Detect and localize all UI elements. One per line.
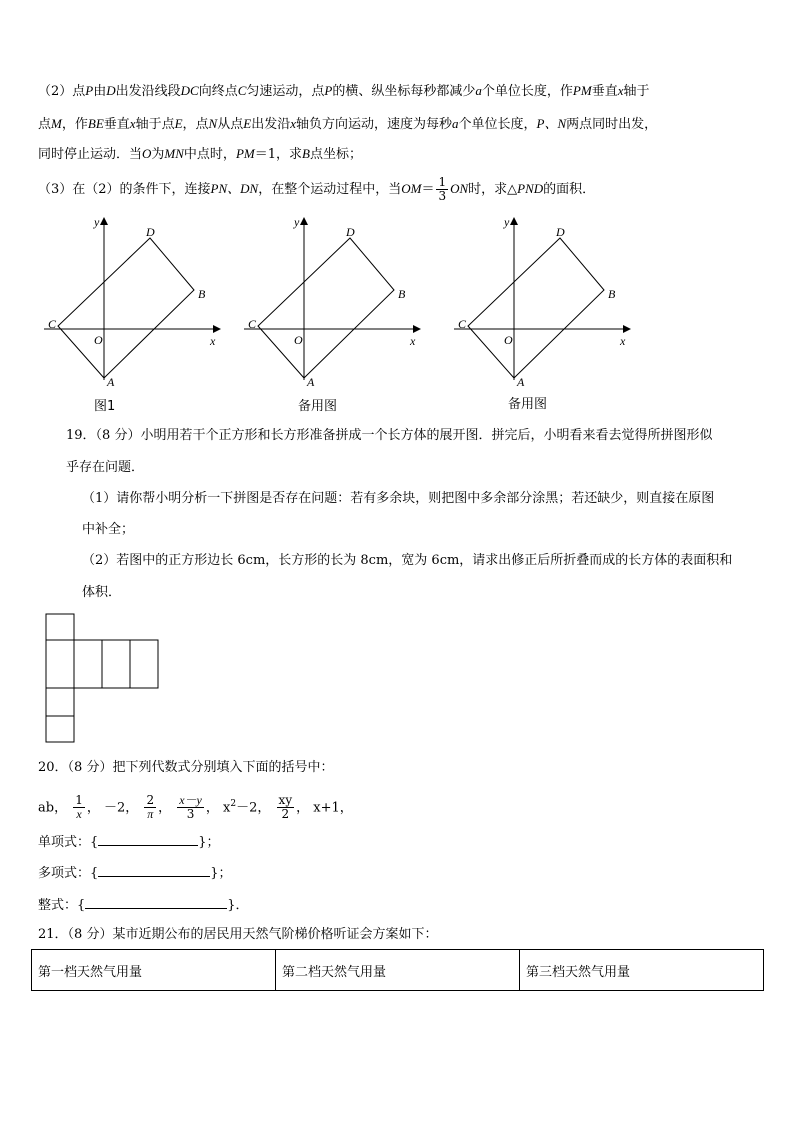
fraction-2-over-pi: $\frac{2}{\pi}$ — [146, 793, 155, 822]
table-header-cell: 第一档天然气用量 — [32, 950, 276, 991]
net-rect-left — [46, 640, 74, 688]
q18-part2-line2: 点M，作BE垂直x轴于点E，点N从点E出发沿x轴负方向运动，速度为每秒a个单位长度，P、N两点同时出发， — [38, 116, 658, 132]
svg-text:C: C — [458, 317, 467, 331]
svg-text:备用图: 备用图 — [508, 397, 548, 412]
svg-text:备用图: 备用图 — [298, 399, 338, 414]
coordinate-figure-1 — [38, 212, 238, 412]
q20-monomial-line: 单项式：{ }； — [38, 835, 220, 850]
q18-part2-line3: 同时停止运动．当O为MN中点时，PM＝1，求B点坐标； — [38, 146, 362, 162]
svg-text:y: y — [294, 215, 300, 229]
q19-part1-cont: 中补全； — [82, 522, 135, 537]
monomial-answer-blank[interactable] — [98, 833, 198, 846]
q19-part1: （1）请你帮小明分析一下拼图是否存在问题：若有多余块，则把图中多余部分涂黑；若还缺少，则直接在原图 — [82, 491, 715, 506]
q20-integral-line: 整式：{ }． — [38, 898, 249, 913]
net-rect-below — [46, 688, 74, 716]
svg-text:A: A — [107, 375, 115, 389]
q18-part2-line1: （2）点P由D出发沿线段DC向终点C匀速运动，点P的横、纵坐标每秒都减少a个单位长度，作PM垂直x轴于 — [38, 83, 650, 99]
svg-text:C: C — [248, 317, 257, 331]
svg-text:C: C — [48, 317, 57, 331]
svg-text:B: B — [608, 287, 616, 301]
net-square-bottom — [46, 716, 74, 742]
svg-text:A: A — [517, 375, 525, 389]
table-header-cell: 第二档天然气用量 — [276, 950, 520, 991]
svg-text:O: O — [504, 333, 513, 347]
coordinate-figure-2 — [238, 212, 438, 412]
integral-expression-answer-blank[interactable] — [85, 896, 227, 909]
q19-title-cont: 乎存在问题． — [66, 460, 145, 475]
q19-part2-cont: 体积． — [82, 585, 122, 600]
net-square-middle — [74, 640, 102, 688]
q19-title: 19．（8 分）小明用若干个正方形和长方形准备拼成一个长方体的展开图．拼完后，小明看来看去觉得所拼图形似 — [66, 428, 713, 443]
svg-text:B: B — [198, 287, 206, 301]
svg-text:O: O — [94, 333, 103, 347]
rectangle-abdc — [58, 238, 194, 378]
fraction-1-over-x: $\frac{1}{x}$ — [75, 793, 83, 822]
svg-text:图1: 图1 — [94, 399, 116, 414]
q21-title: 21．（8 分）某市近期公布的居民用天然气阶梯价格听证会方案如下： — [38, 927, 438, 942]
svg-text:y: y — [94, 215, 100, 229]
rectangle-abdc — [258, 238, 394, 378]
rectangle-abdc — [468, 238, 604, 378]
net-square-right — [130, 640, 158, 688]
table-header-row — [32, 950, 764, 991]
net-square-top — [46, 614, 74, 640]
q20-expressions: ab， $\frac{1}{x}$ ， －2， $\frac{2}{\pi}$ ， $\frac{x-y}{3}$ ， $x^2-2$， $\frac{xy}{2}$ ， x+1， — [38, 793, 353, 822]
svg-text:A: A — [307, 375, 315, 389]
polynomial-answer-blank[interactable] — [98, 864, 210, 877]
fraction-one-third: $\frac{1}{3}$ — [438, 175, 447, 203]
svg-text:D: D — [146, 225, 155, 239]
q20-polynomial-line: 多项式：{ }； — [38, 866, 232, 881]
svg-text:O: O — [294, 333, 303, 347]
svg-text:D: D — [556, 225, 565, 239]
fraction-x-minus-y-over-3: $\frac{x-y}{3}$ — [179, 793, 202, 822]
svg-text:x: x — [410, 334, 416, 348]
svg-text:D: D — [346, 225, 355, 239]
coordinate-figure-3 — [448, 212, 648, 412]
q18-part3: （3）在（2）的条件下，连接PN、DN，在整个运动过程中，当OM＝ $\frac{1}{3}$ ON时，求△PND的面积． — [38, 175, 596, 203]
svg-text:B: B — [398, 287, 406, 301]
gas-price-table — [31, 949, 764, 991]
svg-text:y: y — [504, 215, 510, 229]
net-rect-middle — [102, 640, 130, 688]
fraction-xy-over-2: $\frac{xy}{2}$ — [278, 793, 293, 822]
svg-text:x: x — [620, 334, 626, 348]
q19-part2: （2）若图中的正方形边长 6cm，长方形的长为 8cm，宽为 6cm，请求出修正后所折叠而成的长方体的表面积和 — [82, 553, 733, 568]
svg-text:x: x — [210, 334, 216, 348]
box-net-figure — [44, 612, 164, 752]
table-header-cell: 第三档天然气用量 — [520, 950, 764, 991]
q20-title: 20．（8 分）把下列代数式分别填入下面的括号中： — [38, 760, 334, 775]
